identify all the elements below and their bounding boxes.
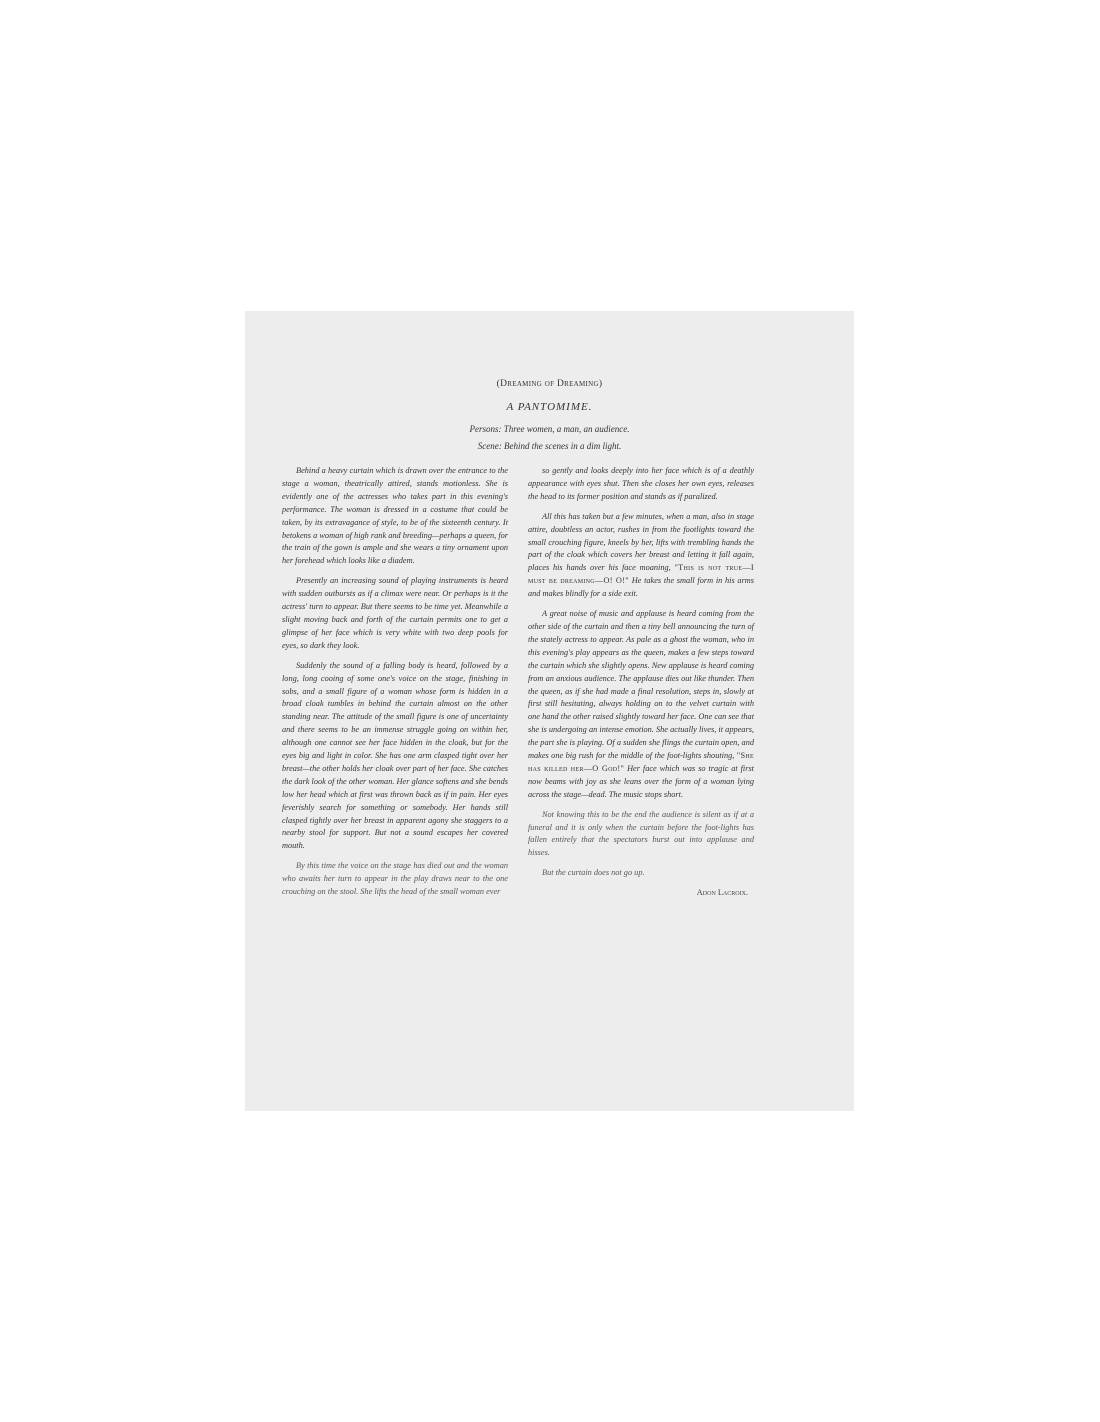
quoted-speech: "She has killed her—O God!" xyxy=(528,751,754,773)
series-title: (Dreaming of Dreaming) xyxy=(496,379,603,389)
paragraph xyxy=(528,608,754,802)
paragraph: Behind a heavy curtain which is drawn over the entrance to the stage a woman, theatrically attired, stands motionless. She is evidently one of the actresses who takes part in this evening's performance. The woman is dressed in a costume that could be taken, by its extravagance of style, to be of the sixteenth century. It betokens a woman of high rank and breeding—perhaps a queen, for the train of the gown is ample and she wears a tiny ornament upon her forehead which looks like a diadem. xyxy=(282,466,508,566)
paragraph: But the curtain does not go up. xyxy=(542,868,645,878)
paragraph-text: Her face which was so tragic at first now beams with joy as she leans over the form of a woman lying across the stage—dead. The music stops short. xyxy=(528,763,754,799)
page-title: A PANTOMIME. xyxy=(506,401,593,413)
quoted-speech: "This is not true—I must be dreaming—O! O!" xyxy=(528,563,754,586)
left-column xyxy=(282,465,508,906)
right-column xyxy=(528,465,754,900)
paragraph: Suddenly the sound of a falling body is heard, followed by a long, long cooing of some one's voice on the stage, finishing in sobs, and a small figure of a woman whose form is hidden in a broad cloak tumbles in behind the curtain almost on the other standing near. The attitude of the small figure is one of uncertainty and there seems to be an immense struggle going on within her, although one cannot see her face hidden in the cloak, but for the eyes big and light in color. She has one arm clasped tight over her breast—the other holds her cloak over part of her face. She catches the dark look of the other woman. Her glance softens and she bends low her head which at first was thrown back as if in pain. Her eyes feverishly search for something or somebody. Her hands still clasped tightly over her breast in apparent agony she staggers to a nearby stool for support. But not a sound escapes her covered mouth. xyxy=(282,660,508,851)
scene-line: Scene: Behind the scenes in a dim light. xyxy=(477,441,622,451)
document-page xyxy=(245,311,854,1111)
paragraph-text: A great noise of music and applause is heard coming from the other side of the curtain and then a tiny bell announcing the turn of the stately actress to appear. As pale as a ghost the woman, who in this evening's play appears as the queen, makes a few steps toward the curtain which she slightly opens. New applause is heard coming from an anxious audience. The applause dies out like thunder. Then the queen, as if she had made a final resolution, steps in, slowly at first still hesitating, always holding on to the velvet curtain with one hand the other raised slightly toward her face. One can see that she is undergoing an intense emotion. She actually lives, it appears, the part she is playing. Of a sudden she flings the curtain open, and makes one big rush for the middle of the foot-lights shouting, xyxy=(528,609,754,761)
paragraph: By this time the voice on the stage has died out and the woman who awaits her turn to appear in the play draws near to the one crouching on the stool. She lifts the head of the small woman ever xyxy=(282,861,508,897)
paragraph: Not knowing this to be the end the audience is silent as if at a funeral and it is only when the curtain before the foot-lights has fallen entirely that the spectators burst out into applause and hisses. xyxy=(528,809,754,858)
paragraph xyxy=(528,511,754,601)
paragraph-text: All this has taken but a few minutes, when a man, also in stage attire, doubtless an actor, rushes in from the footlights toward the small crouching figure, kneels by her, lifts with trembling hands the part of the cloak which covers her breast and letting it fall again, places his hands over his face moaning, xyxy=(528,511,754,573)
paragraph: Presently an increasing sound of playing instruments is heard with sudden outbursts as if a climax were near. Or perhaps is it the actress' turn to appear. But there seems to be time yet. Meanwhile a slight moving back and forth of the curtain permits one to get a glimpse of her face which is very white with two deep pools for eyes, so dark they look. xyxy=(282,576,508,650)
persons-line: Persons: Three women, a man, an audience. xyxy=(469,424,630,434)
paragraph: so gently and looks deeply into her face which is of a deathly appearance with eyes shut. Then she closes her own eyes, releases the head to its former position and stands as if paralized. xyxy=(528,466,754,501)
paragraph-text: He takes the small form in his arms and makes blindly for a side exit. xyxy=(528,576,755,599)
author-signature: Adon Lacroix. xyxy=(696,888,748,898)
